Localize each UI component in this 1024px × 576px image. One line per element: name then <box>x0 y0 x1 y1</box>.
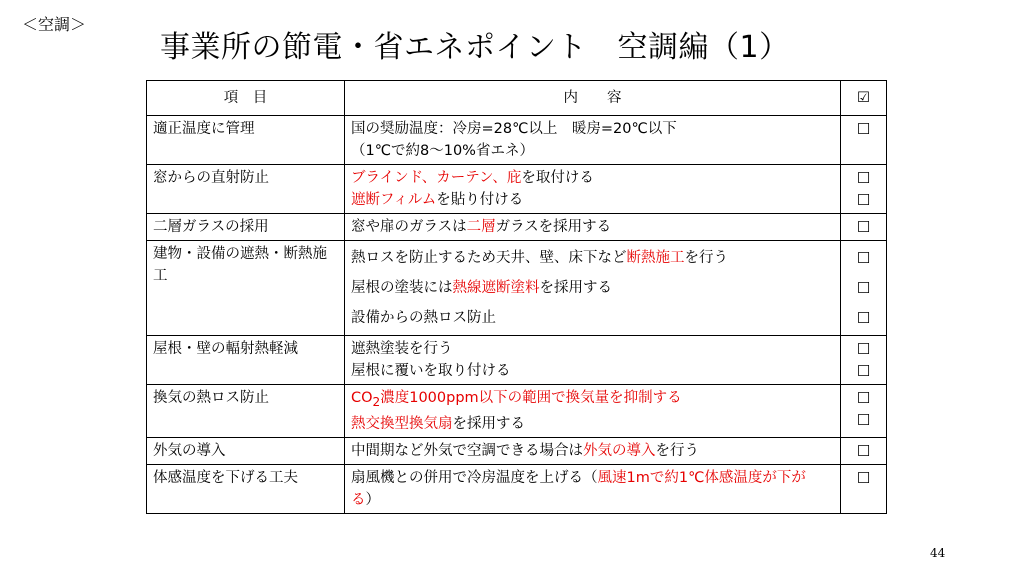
content-line <box>351 189 834 211</box>
content-line <box>351 140 834 162</box>
row-item-label: 外気の導入 <box>147 437 345 464</box>
content-text: 屋根に覆いを取り付ける <box>351 363 511 379</box>
content-line <box>351 118 834 140</box>
content-line <box>351 387 834 413</box>
row-check-cell <box>841 336 887 385</box>
table-body <box>147 116 887 514</box>
checkbox[interactable]: ☐ <box>856 362 871 380</box>
content-text: を採用する <box>452 415 525 432</box>
page-title: 事業所の節電・省エネポイント 空調編（1） <box>160 30 790 65</box>
table-row <box>147 336 887 385</box>
row-check-cell <box>841 437 887 464</box>
row-check-cell <box>841 464 887 513</box>
content-line <box>351 360 834 382</box>
row-content <box>345 385 841 438</box>
table-row <box>147 165 887 214</box>
row-content <box>345 214 841 241</box>
content-text: 熱ロスを防止するため天井、壁、床下など <box>351 250 627 266</box>
content-line <box>351 303 834 333</box>
content-text: 扇風機との併用で冷房温度を上げる（ <box>351 469 598 486</box>
content-line <box>351 216 834 238</box>
emphasis-text: 風速1mで約1℃体感温度が下がる <box>351 469 806 508</box>
row-check-cell <box>841 385 887 438</box>
table-row <box>147 437 887 464</box>
content-text: 遮熱塗装を行う <box>351 341 453 357</box>
row-content <box>345 336 841 385</box>
content-text: （1℃で約8～10%省エネ） <box>351 143 534 159</box>
emphasis-text: 遮断フィルム <box>351 192 437 208</box>
row-item-label: 二層ガラスの採用 <box>147 214 345 241</box>
content-text: を取付ける <box>521 170 594 186</box>
checkbox[interactable]: ☐ <box>856 441 871 460</box>
checkbox[interactable]: ☐ <box>856 309 871 327</box>
row-content <box>345 437 841 464</box>
content-text: 窓や扉のガラスは <box>351 219 467 235</box>
header-item: 項 目 <box>147 81 345 116</box>
checklist-table <box>146 80 887 514</box>
content-text: を採用する <box>539 280 612 296</box>
row-item-label: 屋根・壁の輻射熱軽減 <box>147 336 345 385</box>
checkbox[interactable]: ☐ <box>856 340 871 358</box>
checkbox[interactable]: ☐ <box>856 411 871 429</box>
table-row <box>147 214 887 241</box>
page-number: 44 <box>930 546 946 560</box>
content-text: 設備からの熱ロス防止 <box>351 310 496 326</box>
row-item-label: 建物・設備の遮熱・断熱施工 <box>147 241 345 336</box>
checkbox[interactable]: ☐ <box>856 279 871 297</box>
emphasis-text: ブラインド、カーテン、庇 <box>351 170 522 186</box>
checkbox[interactable]: ☐ <box>856 120 871 138</box>
content-line <box>351 243 834 273</box>
table-row <box>147 241 887 336</box>
content-line <box>351 467 834 511</box>
emphasis-text: CO <box>351 390 373 406</box>
checkbox[interactable]: ☐ <box>856 218 871 236</box>
content-line <box>351 338 834 360</box>
row-content <box>345 165 841 214</box>
content-line <box>351 167 834 189</box>
row-item-label: 体感温度を下げる工夫 <box>147 464 345 513</box>
header-check: ☑ <box>841 81 887 116</box>
header-content: 内 容 <box>345 81 841 116</box>
content-text: ） <box>365 491 380 508</box>
content-line <box>351 413 834 435</box>
emphasis-text: 外気の導入 <box>583 442 656 459</box>
emphasis-text: 二層 <box>466 219 496 235</box>
emphasis-text: 断熱施工 <box>626 250 685 266</box>
content-text: 国の奨励温度：冷房=28℃以上 暖房=20℃以下 <box>351 121 677 137</box>
row-content <box>345 464 841 513</box>
table-row <box>147 116 887 165</box>
checkbox[interactable]: ☐ <box>856 468 871 487</box>
content-text: 屋根の塗装には <box>351 280 453 296</box>
row-check-cell <box>841 116 887 165</box>
row-item-label: 換気の熱ロス防止 <box>147 385 345 438</box>
row-item-label: 適正温度に管理 <box>147 116 345 165</box>
checkbox[interactable]: ☐ <box>856 249 871 267</box>
table-header-row <box>147 81 887 116</box>
row-check-cell <box>841 165 887 214</box>
row-check-cell <box>841 241 887 336</box>
content-line <box>351 273 834 303</box>
row-item-label: 窓からの直射防止 <box>147 165 345 214</box>
content-text: 中間期など外気で空調できる場合は <box>351 442 583 459</box>
checkbox[interactable]: ☐ <box>856 169 871 187</box>
checkbox[interactable]: ☐ <box>856 191 871 209</box>
content-text: を行う <box>655 442 699 459</box>
checkbox[interactable]: ☐ <box>856 389 871 407</box>
section-tag: ＜空調＞ <box>22 15 87 34</box>
table-row <box>147 385 887 438</box>
table-row <box>147 464 887 513</box>
emphasis-text: 熱交換型換気扇 <box>351 415 453 432</box>
content-line <box>351 440 834 462</box>
row-check-cell <box>841 214 887 241</box>
content-text: を行う <box>684 250 728 266</box>
emphasis-text: 熱線遮断塗料 <box>452 280 540 296</box>
emphasis-text: 2 <box>372 394 381 409</box>
row-content <box>345 241 841 336</box>
emphasis-text: 濃度1000ppm以下の範囲で換気量を抑制する <box>380 390 682 406</box>
content-text: を貼り付ける <box>436 192 524 208</box>
content-text: ガラスを採用する <box>495 219 612 235</box>
row-content <box>345 116 841 165</box>
